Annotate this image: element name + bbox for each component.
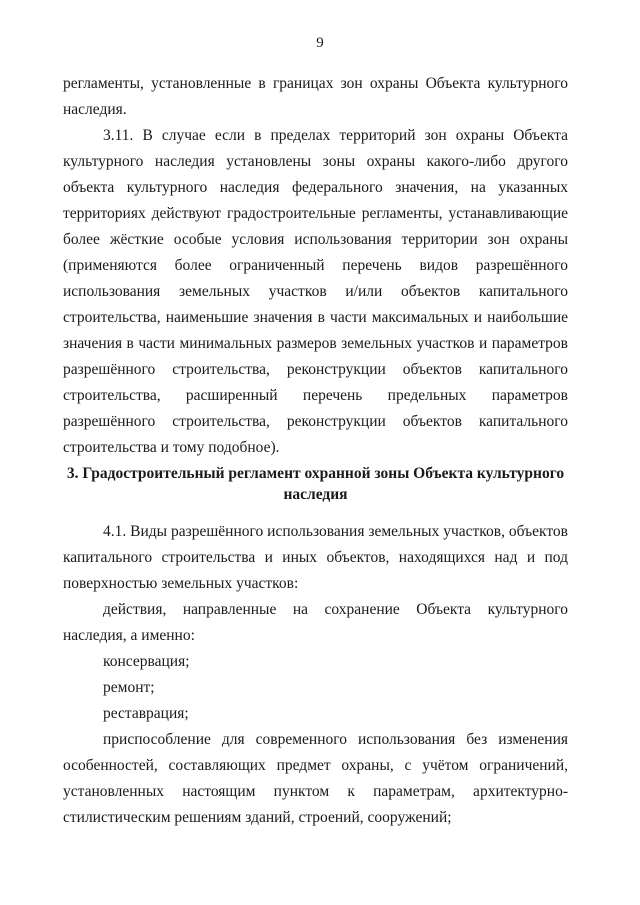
text-block-upper — [63, 71, 568, 461]
section-3-heading: 3. Градостроительный регламент охранной зоны Объекта культурного наследия — [66, 465, 565, 503]
list-item: реставрация; — [103, 705, 189, 722]
adaptation-paragraph: приспособление для современного использования без изменения особенностей, составляющих предмет охраны, с учётом ограничений, установленных настоящим пунктом к параметрам, архитектурно-стилистическим решениям зданий, строений, сооружений; — [63, 731, 568, 826]
clause-3-11-paragraph: 3.11. В случае если в пределах территорий зон охраны Объекта культурного наследия установлены зоны охраны какого-либо другого объекта культурного наследия федерального значения, на указанных территориях действуют градостроительные регламенты, устанавливающие более жёсткие особые условия использования территории зон охраны (применяются более ограниченный перечень видов разрешённого использования земельных участков и/или объектов капитального строительства, наименьшие значения в части максимальных и наибольшие значения в части минимальных размеров земельных участков и параметров разрешённого строительства, реконструкции объектов капитального строительства, расширенный перечень предельных параметров разрешённого строительства, реконструкции объектов капитального строительства и тому подобное). — [63, 127, 568, 456]
section-heading-block — [63, 463, 568, 505]
text-block-lower — [63, 519, 568, 831]
list-item: ремонт; — [103, 679, 155, 696]
continuation-paragraph: регламенты, установленные в границах зон охраны Объекта культурного наследия. — [63, 75, 568, 118]
actions-intro-paragraph: действия, направленные на сохранение Объекта культурного наследия, а именно: — [63, 601, 568, 644]
list-item: консервация; — [103, 653, 190, 670]
page-number: 9 — [316, 35, 324, 51]
clause-4-1-paragraph: 4.1. Виды разрешённого использования земельных участков, объектов капитального строительства и иных объектов, находящихся над и под поверхностью земельных участков: — [63, 523, 568, 592]
